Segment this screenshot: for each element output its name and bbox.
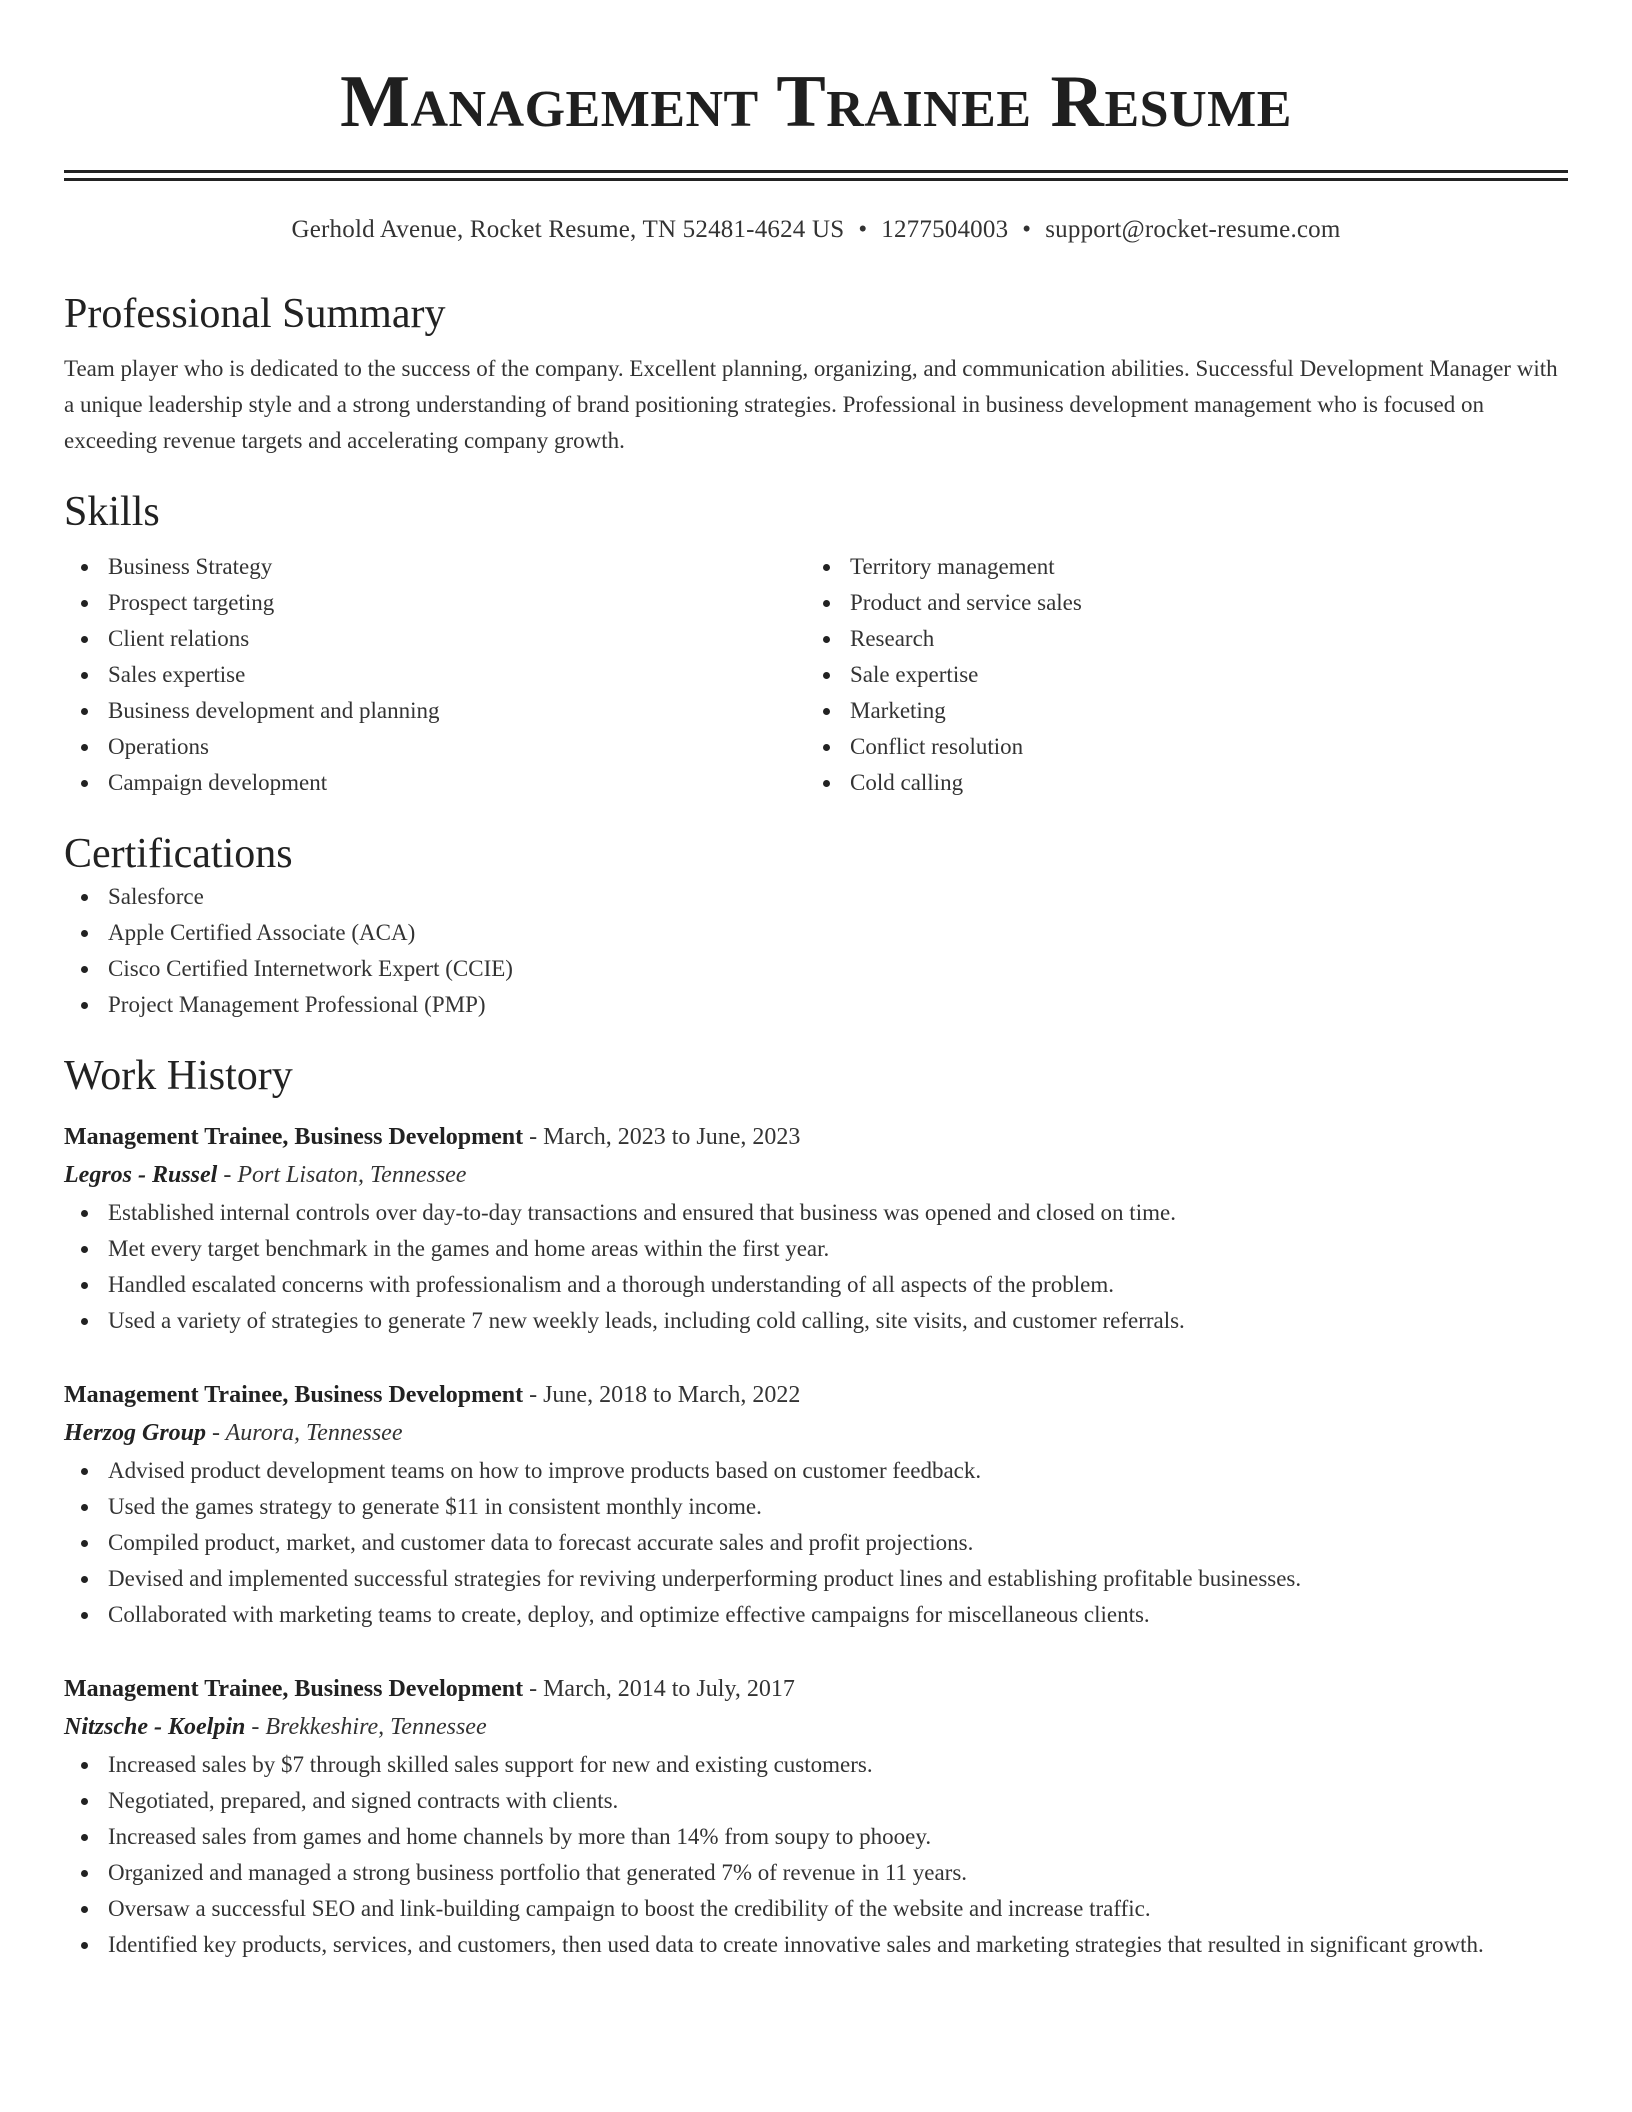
skill-item: Product and service sales <box>806 585 1548 621</box>
job-entry <box>64 1377 1568 1633</box>
job-duty-item: Met every target benchmark in the games and home areas within the first year. <box>64 1231 1568 1267</box>
summary-text: Team player who is dedicated to the success of the company. Excellent planning, organizing, and communication abilities. Successful Development Manager with a unique leadership style and a strong understanding of brand positioning strategies. Professional in business development management who is focused on exceeding revenue targets and accelerating company growth. <box>64 356 1558 453</box>
job-duty-item: Used the games strategy to generate $11 in consistent monthly income. <box>64 1489 1568 1525</box>
job-duty-item: Used a variety of strategies to generate 7 new weekly leads, including cold calling, site visits, and customer referrals. <box>64 1303 1568 1339</box>
skill-item: Client relations <box>64 621 806 657</box>
job-duties-list <box>64 1453 1568 1633</box>
skills-section <box>64 487 1568 801</box>
job-company: Legros - Russel <box>64 1162 218 1188</box>
job-duty-item: Increased sales from games and home channels by more than 14% from soupy to phooey. <box>64 1819 1568 1855</box>
title-divider-thick <box>64 170 1568 173</box>
job-role: Management Trainee, Business Development <box>64 1382 524 1408</box>
certification-item: Project Management Professional (PMP) <box>64 987 1568 1023</box>
skill-item: Sale expertise <box>806 657 1548 693</box>
skills-heading: Skills <box>64 489 160 535</box>
skill-item: Business development and planning <box>64 693 806 729</box>
job-role: Management Trainee, Business Development <box>64 1124 524 1150</box>
job-duty-item: Advised product development teams on how to improve products based on customer feedback. <box>64 1453 1568 1489</box>
job-company: Herzog Group <box>64 1420 207 1446</box>
skill-item: Business Strategy <box>64 549 806 585</box>
contact-phone: 1277504003 <box>881 216 1009 243</box>
job-duty-item: Devised and implemented successful strategies for reviving underperforming product lines and establishing profitable businesses. <box>64 1561 1568 1597</box>
job-entry <box>64 1119 1568 1339</box>
skill-item: Operations <box>64 729 806 765</box>
skill-item: Research <box>806 621 1548 657</box>
contact-address: Gerhold Avenue, Rocket Resume, TN 52481-4624 US <box>291 216 845 243</box>
contact-email: support@rocket-resume.com <box>1045 216 1341 243</box>
job-location: - Aurora, Tennessee <box>206 1420 403 1446</box>
skills-grid <box>64 549 1568 801</box>
certifications-heading: Certifications <box>64 831 293 877</box>
job-dates: - June, 2018 to March, 2022 <box>523 1382 801 1408</box>
resume-page <box>64 0 1568 1963</box>
contact-line <box>64 215 1568 245</box>
skill-item: Conflict resolution <box>806 729 1548 765</box>
certification-item: Salesforce <box>64 879 1568 915</box>
job-company-line <box>64 1707 1568 1747</box>
certifications-list <box>64 879 1568 1023</box>
job-duty-item: Negotiated, prepared, and signed contracts with clients. <box>64 1783 1568 1819</box>
skill-item: Territory management <box>806 549 1548 585</box>
skills-column-left <box>64 549 806 801</box>
job-company-line <box>64 1155 1568 1195</box>
job-title-line <box>64 1377 1568 1413</box>
job-duty-item: Established internal controls over day-to-day transactions and ensured that business was opened and closed on time. <box>64 1195 1568 1231</box>
job-company: Nitzsche - Koelpin <box>64 1714 246 1740</box>
job-duty-item: Collaborated with marketing teams to create, deploy, and optimize effective campaigns for miscellaneous clients. <box>64 1597 1568 1633</box>
job-company-line <box>64 1413 1568 1453</box>
job-role: Management Trainee, Business Development <box>64 1676 524 1702</box>
skill-item: Cold calling <box>806 765 1548 801</box>
title-divider-thin <box>64 178 1568 181</box>
certification-item: Cisco Certified Internetwork Expert (CCIE) <box>64 951 1568 987</box>
skills-column-right <box>806 549 1548 801</box>
job-duty-item: Compiled product, market, and customer data to forecast accurate sales and profit projections. <box>64 1525 1568 1561</box>
skills-list-right <box>806 549 1548 801</box>
job-location: - Brekkeshire, Tennessee <box>245 1714 487 1740</box>
resume-title: Management Trainee Resume <box>340 61 1292 143</box>
job-duty-item: Organized and managed a strong business portfolio that generated 7% of revenue in 11 years. <box>64 1855 1568 1891</box>
job-entry <box>64 1671 1568 1963</box>
job-duty-item: Increased sales by $7 through skilled sales support for new and existing customers. <box>64 1747 1568 1783</box>
contact-separator: • <box>1022 216 1032 243</box>
job-title-line <box>64 1119 1568 1155</box>
contact-separator: • <box>858 216 868 243</box>
skill-item: Campaign development <box>64 765 806 801</box>
job-duties-list <box>64 1195 1568 1339</box>
certification-item: Apple Certified Associate (ACA) <box>64 915 1568 951</box>
job-duty-item: Identified key products, services, and customers, then used data to create innovative sales and marketing strategies that resulted in significant growth. <box>64 1927 1568 1963</box>
work-history-heading: Work History <box>64 1053 293 1099</box>
skills-list-left <box>64 549 806 801</box>
work-history-section <box>64 1051 1568 1963</box>
skill-item: Marketing <box>806 693 1548 729</box>
job-dates: - March, 2023 to June, 2023 <box>523 1124 801 1150</box>
summary-heading: Professional Summary <box>64 291 446 337</box>
skill-item: Sales expertise <box>64 657 806 693</box>
job-duty-item: Oversaw a successful SEO and link-building campaign to boost the credibility of the website and increase traffic. <box>64 1891 1568 1927</box>
job-duties-list <box>64 1747 1568 1963</box>
job-title-line <box>64 1671 1568 1707</box>
job-dates: - March, 2014 to July, 2017 <box>523 1676 795 1702</box>
summary-section <box>64 289 1568 459</box>
certifications-section <box>64 829 1568 1023</box>
job-location: - Port Lisaton, Tennessee <box>217 1162 467 1188</box>
job-duty-item: Handled escalated concerns with professionalism and a thorough understanding of all aspects of the problem. <box>64 1267 1568 1303</box>
skill-item: Prospect targeting <box>64 585 806 621</box>
